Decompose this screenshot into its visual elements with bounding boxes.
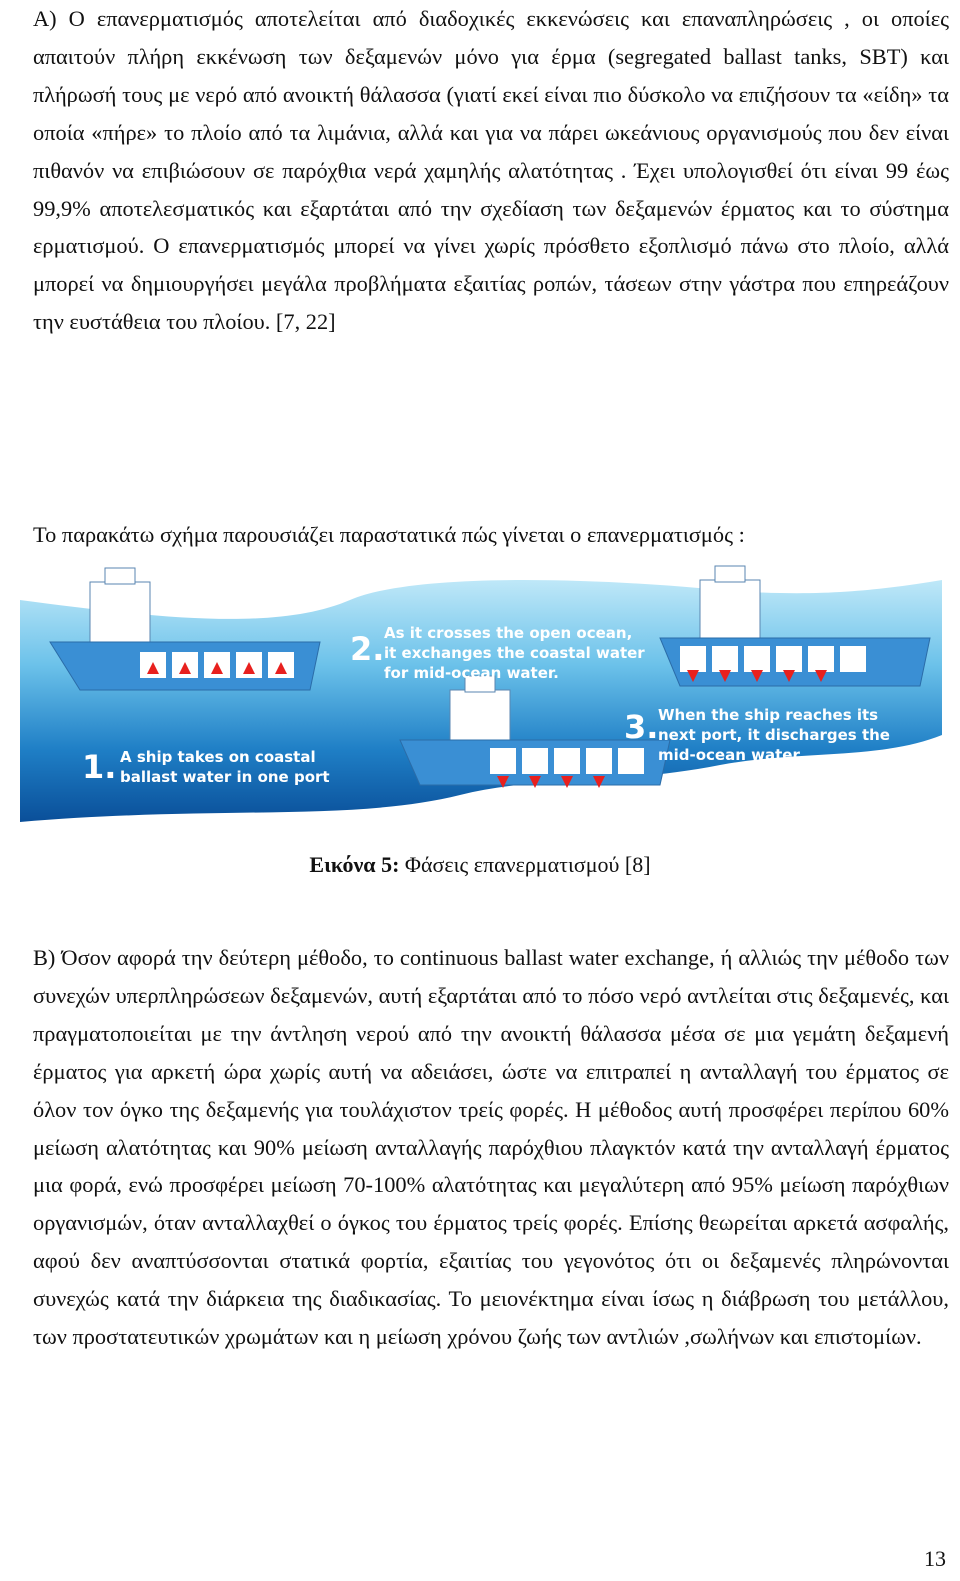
step3-line3: mid-ocean water.	[658, 746, 804, 764]
step3-line2: next port, it discharges the	[658, 726, 890, 744]
paragraph-a: A) Ο επανερματισμός αποτελείται από διαδοχικές εκκενώσεις και επαναπληρώσεις , οι οποίες απαιτούν πλήρη εκκένωση των δεξαμενών μόνο για έρμα (segregated ballast tanks, SBT) και πλήρωσή τους με νερό από ανοικτή θάλασσα (γιατί εκεί είναι πιο δύσκολο να επιζήσουν τα «είδη» τα οποία «πήρε» το πλοίο από τα λιμάνια, αλλά και για να πάρει ωκεάνιους οργανισμούς που δεν είναι πιθανόν να επιβιώσουν σε παρόχθια νερά χαμηλής αλατότητας . Έχει υπολογισθεί ότι είναι 99 έως 99,9% αποτελεσματικός και εξαρτάται από την σχεδίαση των δεξαμενών έρματος και το σύστημα ερματισμού. Ο επανερματισμός μπορεί να γίνει χωρίς πρόσθετο εξοπλισμό πάνω στο πλοίο, αλλά μπορεί να δημιουργήσει μεγάλα προβλήματα εξαιτίας ροπών, τάσεων στην γάστρα που επηρεάζουν την ευστάθεια του πλοίου. [7, 22]	[33, 6, 949, 335]
figure-caption	[0, 848, 960, 882]
step2-line1: As it crosses the open ocean,	[384, 624, 633, 642]
caption-text: Φάσεις επανερματισμού [8]	[404, 852, 651, 877]
step3-number: 3.	[624, 708, 659, 746]
step2-line3: for mid-ocean water.	[384, 664, 559, 682]
caption-label: Εικόνα 5:	[309, 852, 400, 877]
step3-line1: When the ship reaches its	[658, 706, 879, 724]
paragraph-b: B) Όσον αφορά την δεύτερη μέθοδο, το continuous ballast water exchange, ή αλλιώς την μέθοδο των συνεχών υπερπληρώσεων δεξαμενών, αυτή εξαρτάται από το πόσο νερό αντλείται στις δεξαμενές, και πραγματοποιείται με την άντληση νερού από την ανοικτή θάλασσα μέσα σε μια γεμάτη δεξαμενή έρματος για αρκετή ώρα χωρίς αυτή να αδειάσει, ώστε να επιτραπεί η ανταλλαγή του έρματος σε όλον τον όγκο της δεξαμενής για τουλάχιστον τρείς φορές. Η μέθοδος αυτή προσφέρει περίπου 60% μείωση αλατότητας και 90% μείωση ανταλλαγής παρόχθιου πλαγκτόν κατά την ανταλλαγή έρματος μια φορά, ενώ προσφέρει μείωση 70-100% αλατότητας και μεγαλύτερη από 95% μείωση παρόχθιων οργανισμών, όταν ανταλλαχθεί ο όγκος του έρματος τρείς φορές. Επίσης θεωρείται αρκετά ασφαλής, αφού δεν αναπτύσσονται στατικά φορτία, εξαιτίας του γεγονότος ότι οι δεξαμενές πληρώνονται συνεχώς κατά την διάρκεια της διαδικασίας. Το μειονέκτημα είναι ίσως η διάβρωση του μετάλλου, των προστατευτικών χρωμάτων και η μείωση χρόνου ζωής των αντλιών ,σωλήνων και επιστομίων.	[33, 945, 949, 1350]
step2-line2: it exchanges the coastal water	[384, 644, 645, 662]
step2-number: 2.	[350, 630, 385, 668]
step1-line1: A ship takes on coastal	[120, 748, 316, 766]
page-number: 13	[924, 1546, 946, 1571]
figure-intro-line: Το παρακάτω σχήμα παρουσιάζει παραστατικά πώς γίνεται ο επανερματισμός :	[33, 522, 745, 547]
step1-number: 1.	[82, 748, 117, 786]
step1-line2: ballast water in one port	[120, 768, 330, 786]
ballast-exchange-figure	[20, 560, 942, 822]
